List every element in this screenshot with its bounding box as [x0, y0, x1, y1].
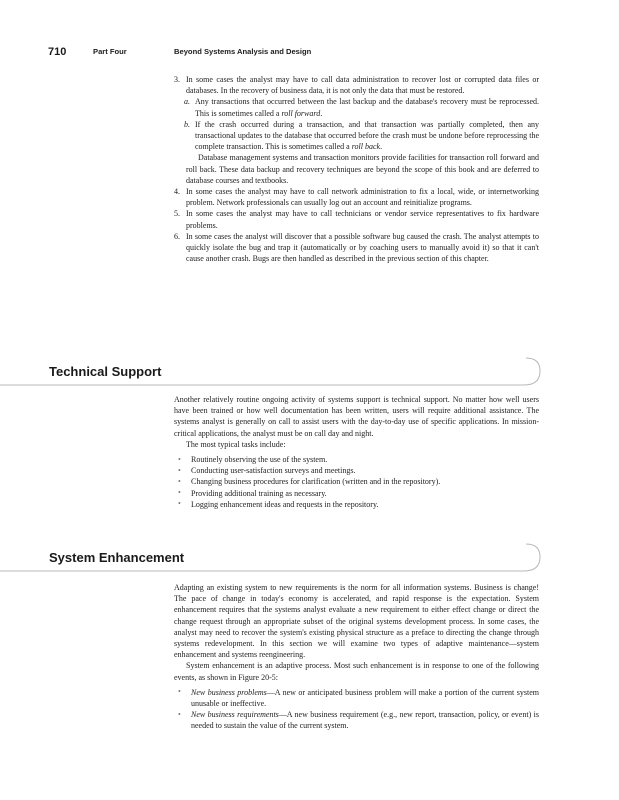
key-term: New business problems — [191, 687, 267, 697]
step-text: In some cases the analyst will discover that a possible software bug caused the crash. The analyst attempts to quickly isolate the bug and trap it (automatically or by coaching users to manually avoid it) so that it can't cause another crash. Bugs are then handled as described in the previous section of this chapter. — [186, 231, 539, 264]
step-item — [174, 208, 539, 230]
substep-end: . — [320, 108, 323, 118]
step-number: 4. — [174, 187, 180, 197]
bullet-icon: • — [178, 476, 181, 486]
section-heading-technical-support — [0, 355, 544, 387]
substep-item — [174, 119, 539, 153]
list-item — [174, 499, 539, 510]
substep-item — [174, 96, 539, 118]
bullet-icon: • — [178, 454, 181, 464]
bullet-list — [174, 454, 539, 510]
section-heading-system-enhancement — [0, 541, 544, 573]
step-text: In some cases the analyst may have to call network administration to fix a local, wide, or internetworking problem. Network professionals can usually log out an account and reinitialize programs. — [186, 187, 539, 208]
list-item — [174, 465, 539, 476]
system-enhancement-body — [174, 582, 539, 732]
substep-letter: b. — [184, 119, 190, 129]
step-item — [174, 186, 539, 208]
section-title: Technical Support — [49, 364, 162, 379]
list-item-text: Logging enhancement ideas and requests in the repository. — [191, 499, 379, 509]
step-note: Database management systems and transaction monitors provide facilities for transaction roll forward and roll back. These data backup and recovery techniques are beyond the scope of this book and are deferred to database courses and textbooks. — [186, 153, 539, 185]
list-item — [174, 709, 539, 731]
step-number: 5. — [174, 209, 180, 219]
list-item-text: Changing business procedures for clarification (written and in the repository). — [191, 477, 441, 487]
bullet-icon: • — [178, 488, 181, 498]
list-item — [174, 476, 539, 487]
bullet-icon: • — [178, 687, 181, 697]
step-number: 6. — [174, 231, 180, 241]
recovery-steps — [174, 74, 539, 264]
list-item-text: —A new or anticipated business problem will make a portion of the current system unusable or ineffective. — [191, 687, 539, 709]
paragraph: Adapting an existing system to new requirements is the norm for all information systems. Business is change! The pace of change in today's economy is accelerated, and rapid response is the expectation. System enhancement requires that the systems analyst evaluate a new requirement to either effect change or direct the change request through an appropriate subset of the original systems development process. In some cases, the analyst may need to recover the system's existing physical structure as a preface to directing the change through systems redevelopment. In this section we will examine two types of adaptive maintenance—system enhancement and systems reengineering. — [174, 583, 539, 660]
paragraph: The most typical tasks include: — [186, 439, 286, 449]
part-label: Part Four — [93, 47, 127, 56]
substep-letter: a. — [184, 97, 190, 107]
list-item — [174, 687, 539, 709]
step-item — [174, 231, 539, 265]
bullet-icon: • — [178, 499, 181, 509]
technical-support-body — [174, 394, 539, 510]
substep-end: . — [380, 142, 383, 152]
list-item-text: Conducting user-satisfaction surveys and meetings. — [191, 466, 356, 476]
running-head-title: Beyond Systems Analysis and Design — [174, 47, 312, 56]
key-term: roll back — [351, 142, 381, 152]
step-item — [174, 74, 539, 186]
step-text: In some cases the analyst may have to call data administration to recover lost or corrupted data files or databases. In the recovery of business data, it is not only the data that must be restored. — [186, 75, 539, 96]
page-number: 710 — [48, 46, 67, 58]
paragraph: Another relatively routine ongoing activity of systems support is technical support. No matter how well users have been trained or how well documentation has been written, users will require additional assistance. The systems analyst is generally on call to assist users with the day-to-day use of specific applications. In mission-critical applications, the analyst must be on call day and night. — [174, 395, 539, 438]
substep-text: If the crash occurred during a transaction, and that transaction was partially completed, then any transactional updates to the database that occurred before the crash must be undone before reprocessing the complete transaction. This is sometimes called a — [195, 119, 539, 152]
bullet-icon: • — [178, 709, 181, 719]
bullet-list — [174, 687, 539, 732]
key-term: roll forward — [281, 108, 321, 118]
list-item-text: Routinely observing the use of the system. — [191, 455, 328, 465]
bullet-icon: • — [178, 465, 181, 475]
key-term: New business requirements — [191, 710, 279, 720]
list-item-text: —A new business requirement (e.g., new report, transaction, policy, or event) is needed to sustain the value of the current system. — [191, 710, 539, 731]
paragraph: System enhancement is an adaptive process. Most such enhancement is in response to one of the following events, as shown in Figure 20-5: — [174, 661, 539, 682]
list-item — [174, 454, 539, 465]
list-item — [174, 488, 539, 499]
step-number: 3. — [174, 75, 180, 84]
list-item-text: Providing additional training as necessary. — [191, 488, 327, 498]
step-text: In some cases the analyst may have to call technicians or vendor service representatives to fix hardware problems. — [186, 209, 539, 230]
substep-text: Any transactions that occurred between the last backup and the database's recovery must be reprocessed. This is sometimes called a — [195, 97, 539, 118]
section-title: System Enhancement — [49, 550, 185, 565]
